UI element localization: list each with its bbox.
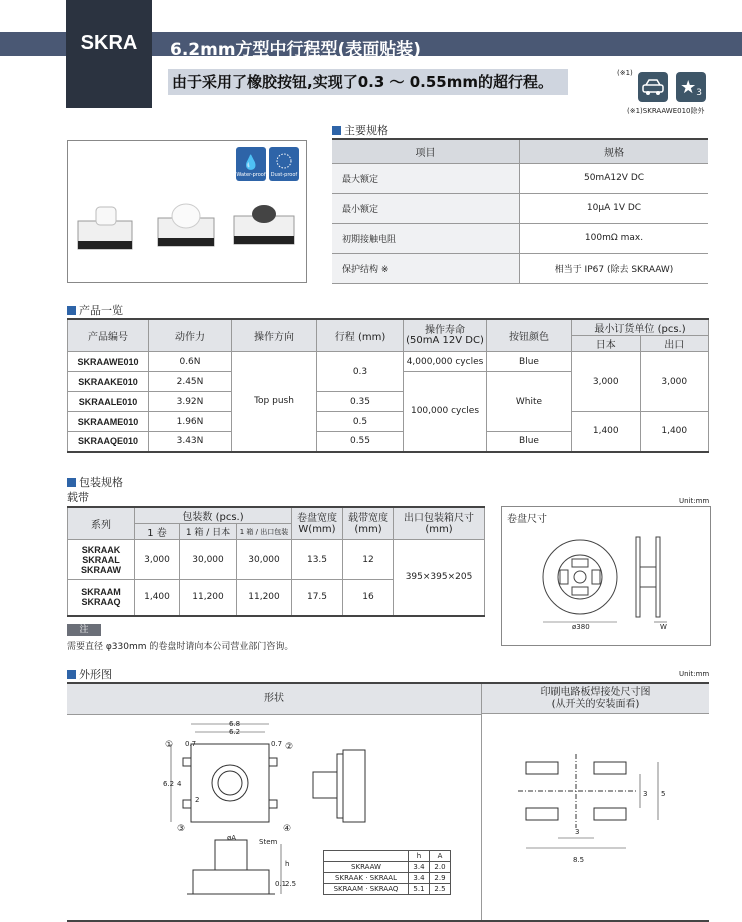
dim-label: 5 [661, 790, 666, 798]
series-tag [66, 0, 152, 108]
specs-col2: 规格 [520, 139, 709, 163]
table-row: SKRAALE010 3.92N 0.35 [68, 392, 709, 412]
dim-label: 0.1 [275, 880, 287, 888]
series-code: SKRA [80, 32, 138, 54]
table-row: 最大额定 50mA12V DC [332, 163, 708, 193]
reel-dia: ø380 [572, 623, 590, 631]
table-row: 初期接触电阻 100mΩ max. [332, 223, 708, 253]
outline-title: 外形图 [67, 666, 112, 682]
pcb-drawing-icon [482, 714, 709, 918]
note-text: (※1)SKRAAWE010除外 [627, 107, 705, 115]
svg-text:💧: 💧 [242, 155, 260, 171]
reel-title: 卷盘尺寸 [507, 514, 547, 525]
mark-1: ① [165, 740, 174, 750]
packing-unit: Unit:mm [679, 497, 710, 505]
table-row: SKRAAK SKRAAL SKRAAW 3,000 30,000 30,000 13.5 12 395×395×205 [68, 540, 485, 580]
page-title: 6.2mm方型中行程型(表面贴装) [170, 40, 422, 60]
badge-dustproof: Dust-proof [270, 172, 298, 178]
products-table: 产品编号 动作力 操作方向 行程 (mm) 操作寿命 (50mA 12V DC) 按钮颜色 最小订货单位 (pcs.) 日本 出口 SKRAAWE010 0.6N Top push 0.3 4,000,000 cycles Blue 3,000 3,000 SKRAAKE010 2.45N 100,000 cycles White SKRAALE010 3.92N 0.35 SKRAAME010 1.96N 0.5 1,400 1,400 SKRAAQE010 3.43N 0.55 Blue [67, 318, 709, 453]
table-row: SKRAAME010 1.96N 0.5 1,400 1,400 [68, 412, 709, 432]
dim-label: 6.2 [229, 728, 241, 736]
specs-col1: 项目 [332, 139, 520, 163]
dim-label: øA [227, 834, 237, 842]
table-row: SKRAAKE010 2.45N 100,000 cycles White [68, 372, 709, 392]
shape-header: 形状 [67, 684, 482, 715]
section-square-icon [67, 670, 76, 679]
section-square-icon [332, 126, 341, 135]
section-square-icon [67, 478, 76, 487]
section-square-icon [67, 306, 76, 315]
dim-label: 2.5 [285, 880, 297, 888]
pcb-header: 印刷电路板焊接处尺寸图 (从开关的安装面看) [482, 684, 709, 714]
dim-label: 8.5 [573, 856, 585, 864]
switch-photo-icon [68, 141, 306, 282]
table-row: SKRAAM SKRAAQ 1,400 11,200 11,200 17.5 16 [68, 580, 485, 616]
dim-label: 4 [177, 780, 182, 788]
table-row: SKRAAW 3.4 2.0 [324, 862, 451, 873]
dim-label: 6.8 [229, 720, 241, 728]
table-row: SKRAAQE010 3.43N 0.55 Blue [68, 432, 709, 452]
dim-label: 2 [195, 796, 200, 804]
dim-label: 0.7 [185, 740, 197, 748]
stem-table: h A SKRAAW 3.4 2.0 SKRAAK · SKRAAL 3.4 2.9 SKRAAM · SKRAAQ 5.1 2.5 [323, 850, 451, 895]
dim-label: Stem [259, 838, 278, 846]
mark-4: ④ [283, 824, 292, 834]
specs-title [332, 122, 388, 138]
table-row: SKRAAM · SKRAAQ 5.1 2.5 [324, 884, 451, 895]
specs-table [332, 138, 708, 284]
reel-box [501, 506, 711, 646]
table-row: SKRAAK · SKRAAL 3.4 2.9 [324, 873, 451, 884]
reel-w: W [660, 623, 667, 631]
packing-note: 需要直径 φ330mm 的卷盘时请向本公司营业部门咨询。 [67, 642, 294, 652]
dim-label: h [285, 860, 290, 868]
note-mark: (※1) [617, 69, 633, 77]
outline-unit: Unit:mm [679, 670, 710, 678]
packing-title: 包装规格 [67, 474, 123, 490]
mark-2: ② [285, 742, 294, 752]
dim-label: 6.2 [163, 780, 175, 788]
page-subtitle: 由于采用了橡胶按钮,实现了0.3 ～ 0.55mm的超行程。 [168, 69, 568, 95]
packing-subtitle: 载带 [67, 491, 89, 504]
dim-label: 0.7 [271, 740, 283, 748]
outline-box [67, 682, 709, 922]
badge-waterproof: Water-proof [236, 172, 266, 178]
specs-title-text: 主要规格 [344, 124, 388, 137]
table-row: 最小额定 10μA 1V DC [332, 193, 708, 223]
car-icon [638, 72, 668, 102]
table-row: 保护结构 ※ 相当于 IP67 (除去 SKRAAW) [332, 253, 708, 283]
dim-label: 3 [643, 790, 648, 798]
dim-label: 3 [575, 828, 580, 836]
product-photo [67, 140, 307, 283]
mark-3: ③ [177, 824, 186, 834]
table-row: SKRAAWE010 0.6N Top push 0.3 4,000,000 cycles Blue 3,000 3,000 [68, 352, 709, 372]
star-icon: ★ 3 [676, 72, 706, 102]
products-title: 产品一览 [67, 302, 123, 318]
reel-drawing-icon [502, 507, 710, 645]
packing-table: 系列 包装数 (pcs.) 卷盘宽度 W(mm) 载带宽度 (mm) 出口包装箱尺寸 (mm) 1 卷 1 箱 / 日本 1 箱 / 出口包装 SKRAAK SKRAAL SKRAAW 3,000 30,000 30,000 13.5 12 395×395×205 SKRAAM SKRAAQ 1,400 11,200 11,200 17.5 16 [67, 506, 485, 617]
badge-number: 3 [696, 88, 702, 98]
note-tag: 注 [67, 624, 101, 636]
